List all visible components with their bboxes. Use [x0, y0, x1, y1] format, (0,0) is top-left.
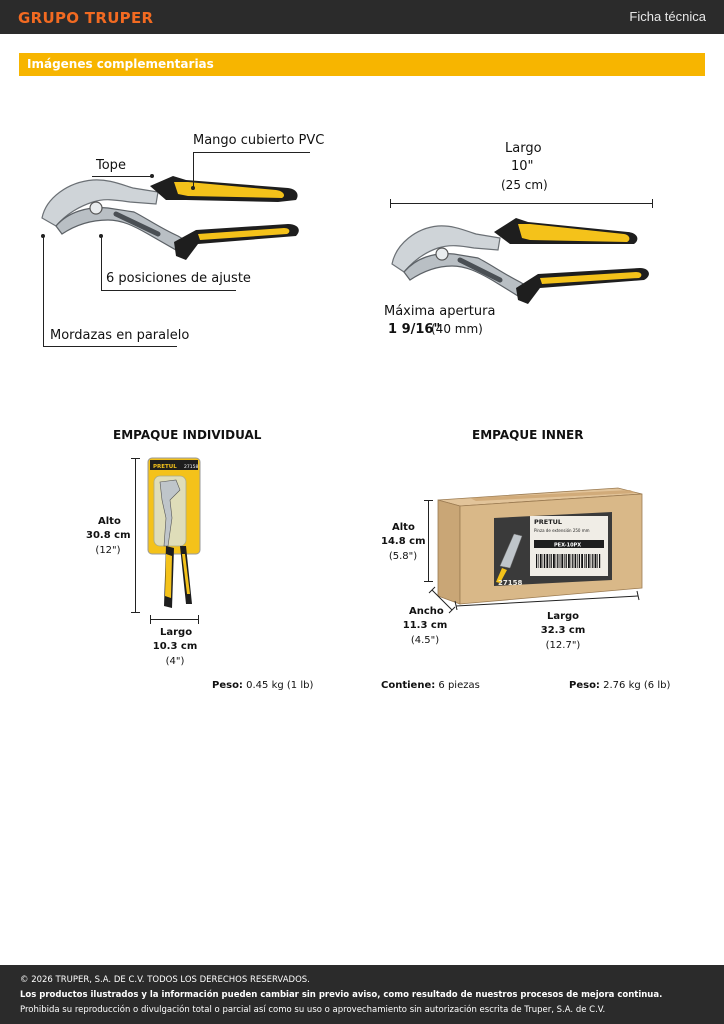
empaque-inner-title: EMPAQUE INNER [472, 428, 584, 442]
inner-largo-cm: 32.3 cm [540, 625, 586, 636]
leader-posiciones-base [101, 290, 236, 291]
label-mordazas: Mordazas en paralelo [50, 328, 190, 343]
top-bar [0, 0, 724, 34]
leader-posiciones-rise [101, 236, 102, 290]
leader-tope [92, 176, 152, 177]
indiv-peso-value: 0.45 kg (1 lb) [246, 680, 314, 691]
box-code-text: 27158 [498, 579, 523, 587]
indiv-peso [212, 680, 313, 691]
inner-alto-line [428, 500, 429, 582]
inner-alto-tick-bottom [424, 581, 433, 582]
leader-mango-drop [193, 152, 194, 188]
inner-largo-dimension [452, 590, 642, 610]
indiv-alto-tick-bottom [131, 612, 140, 613]
inner-ancho-label: Ancho [409, 606, 444, 617]
indiv-largo-line [150, 619, 199, 620]
indiv-alto-cm: 30.8 cm [86, 530, 131, 541]
footer-copyright: © 2026 TRUPER, S.A. DE C.V. TODOS LOS DERECHOS RESERVADOS. [20, 975, 310, 985]
box-brand-text: PRETUL [534, 518, 563, 526]
indiv-peso-label: Peso: [212, 680, 243, 691]
value-apertura-mm: (40 mm) [431, 322, 483, 336]
dot-tope [150, 174, 154, 178]
inner-peso-value: 2.76 kg (6 lb) [603, 680, 671, 691]
label-mango-pvc: Mango cubierto PVC [193, 133, 325, 148]
label-posiciones: 6 posiciones de ajuste [106, 271, 251, 286]
leader-mango [193, 152, 310, 153]
section-header [19, 53, 705, 76]
empaque-individual-title: EMPAQUE INDIVIDUAL [113, 428, 262, 442]
inner-peso-label: Peso: [569, 680, 600, 691]
leader-mordazas-rise [43, 236, 44, 346]
dimension-tick-left [390, 199, 391, 208]
leader-mordazas-base [43, 346, 177, 347]
inner-alto-cm: 14.8 cm [381, 536, 426, 547]
value-apertura-in: 1 9/16" [388, 322, 441, 337]
inner-contiene [381, 680, 480, 691]
plier-feature-illustration [38, 168, 308, 263]
dimension-tick-right [652, 199, 653, 208]
inner-ancho-in: (4.5") [410, 635, 440, 646]
document-type: Ficha técnica [629, 9, 706, 24]
inner-contiene-label: Contiene: [381, 680, 436, 691]
value-largo-cm: (25 cm) [501, 178, 548, 192]
inner-largo-label: Largo [546, 611, 580, 622]
footer [0, 965, 724, 1024]
blister-code-text: 27158 [184, 465, 199, 470]
brand-logo: GRUPO TRUPER [18, 9, 154, 27]
dot-posiciones [99, 234, 103, 238]
inner-alto-label: Alto [392, 522, 415, 533]
indiv-largo-tick-left [150, 615, 151, 624]
inner-ancho-cm: 11.3 cm [402, 620, 448, 631]
footer-prohibition: Prohibida su reproducción o divulgación total o parcial así como su uso o aprovechamiento sin autorización escrita de Truper, S.A. de C.V. [20, 1005, 606, 1015]
footer-notice: Los productos ilustrados y la información pueden cambiar sin previo aviso, como resultado de nuestros procesos de mejora continua. [20, 990, 663, 1000]
label-largo: Largo [505, 141, 542, 156]
indiv-alto-tick-top [131, 458, 140, 459]
dot-mango [191, 186, 195, 190]
inner-alto-tick-top [424, 500, 433, 501]
plier-dimension-illustration [388, 212, 654, 306]
blister-package [146, 456, 202, 612]
label-tope: Tope [96, 158, 126, 173]
dimension-line-largo [390, 203, 653, 204]
inner-contiene-value: 6 piezas [438, 680, 480, 691]
indiv-largo-label: Largo [160, 627, 193, 638]
indiv-largo-in: (4") [165, 656, 185, 667]
inner-alto-in: (5.8") [388, 551, 418, 562]
value-largo-in: 10" [511, 159, 534, 174]
dot-mordazas [41, 234, 45, 238]
label-apertura: Máxima apertura [384, 304, 496, 319]
indiv-alto-label: Alto [98, 516, 121, 527]
blister-brand-text: PRETUL [153, 464, 177, 470]
indiv-alto-in: (12") [95, 545, 121, 556]
indiv-largo-cm: 10.3 cm [152, 641, 198, 652]
inner-peso [569, 680, 670, 691]
indiv-alto-line [135, 458, 136, 613]
indiv-largo-tick-right [198, 615, 199, 624]
section-title: Imágenes complementarias [27, 57, 214, 71]
box-desc-text: Pinza de extensión 250 mm [534, 528, 590, 533]
box-sku-text: PEX-10PX [554, 542, 582, 549]
inner-largo-in: (12.7") [545, 640, 581, 651]
